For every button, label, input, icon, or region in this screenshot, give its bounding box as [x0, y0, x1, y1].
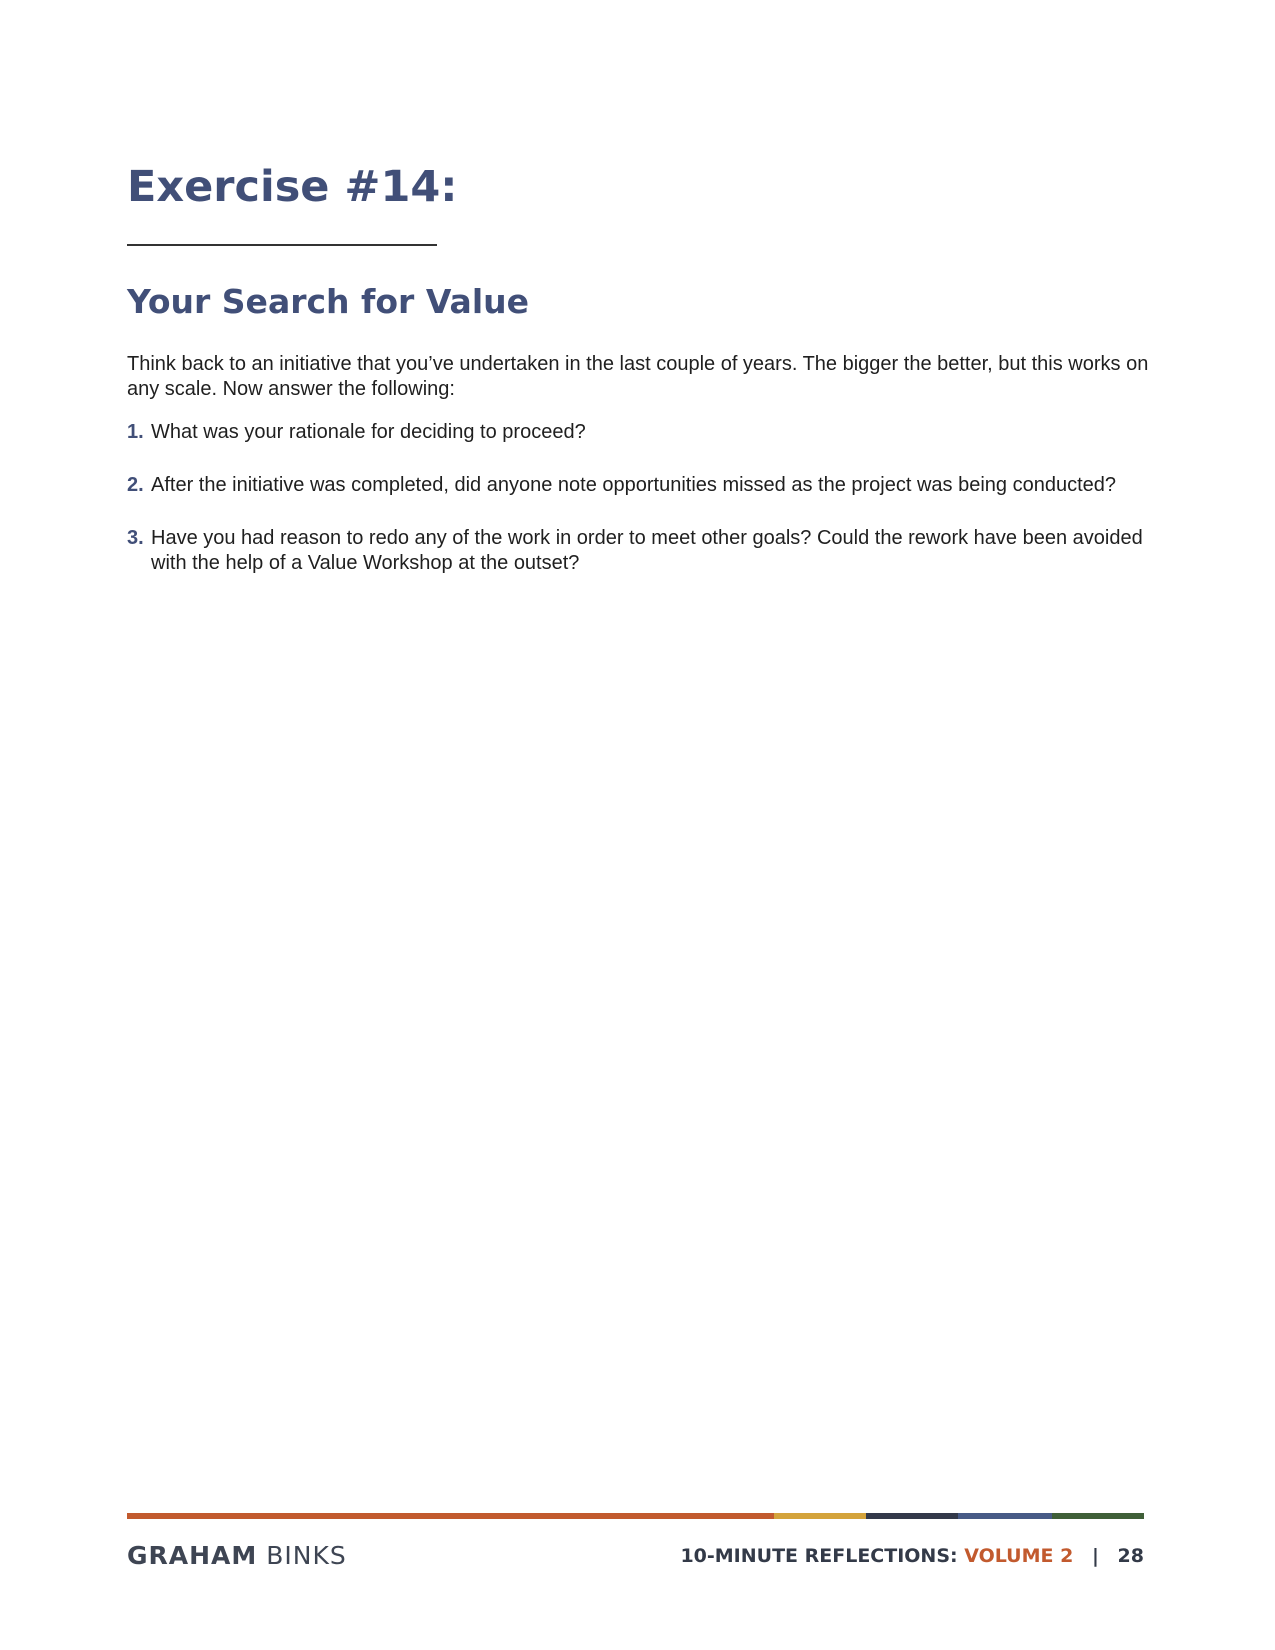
footer-bar-green	[1052, 1513, 1144, 1519]
footer-volume: VOLUME 2	[964, 1545, 1074, 1567]
question-text: Have you had reason to redo any of the work in order to meet other goals? Could the rework have been avoided with the help of a Value Workshop at the outset?	[151, 527, 1143, 574]
question-number: 1.	[127, 421, 144, 443]
footer-series-title: 10-MINUTE REFLECTIONS:	[680, 1545, 958, 1567]
footer-series-info	[680, 1547, 1144, 1566]
footer-brand-logo	[127, 1543, 347, 1568]
exercise-title: Exercise #14:	[127, 162, 458, 212]
exercise-subtitle: Your Search for Value	[127, 282, 530, 321]
brand-last-name: BINKS	[266, 1541, 347, 1570]
question-item	[127, 420, 1167, 445]
footer-bar-navy	[866, 1513, 958, 1519]
question-text: After the initiative was completed, did anyone note opportunities missed as the project was being conducted?	[151, 474, 1117, 496]
question-list	[127, 420, 1167, 604]
footer-separator: |	[1091, 1545, 1099, 1567]
footer-color-bar	[127, 1513, 1144, 1519]
intro-paragraph: Think back to an initiative that you’ve undertaken in the last couple of years. The bigger the better, but this works on any scale. Now answer the following:	[127, 353, 1149, 400]
question-text: What was your rationale for deciding to proceed?	[151, 421, 586, 443]
footer-bar-gold	[774, 1513, 866, 1519]
question-number: 2.	[127, 474, 144, 496]
page-number: 28	[1117, 1545, 1144, 1567]
title-divider	[127, 244, 437, 246]
footer-bar-blue	[958, 1513, 1052, 1519]
footer-bar-orange	[127, 1513, 774, 1519]
question-number: 3.	[127, 527, 144, 549]
question-item	[127, 473, 1167, 498]
question-item	[127, 526, 1167, 576]
brand-first-name: GRAHAM	[127, 1541, 258, 1570]
